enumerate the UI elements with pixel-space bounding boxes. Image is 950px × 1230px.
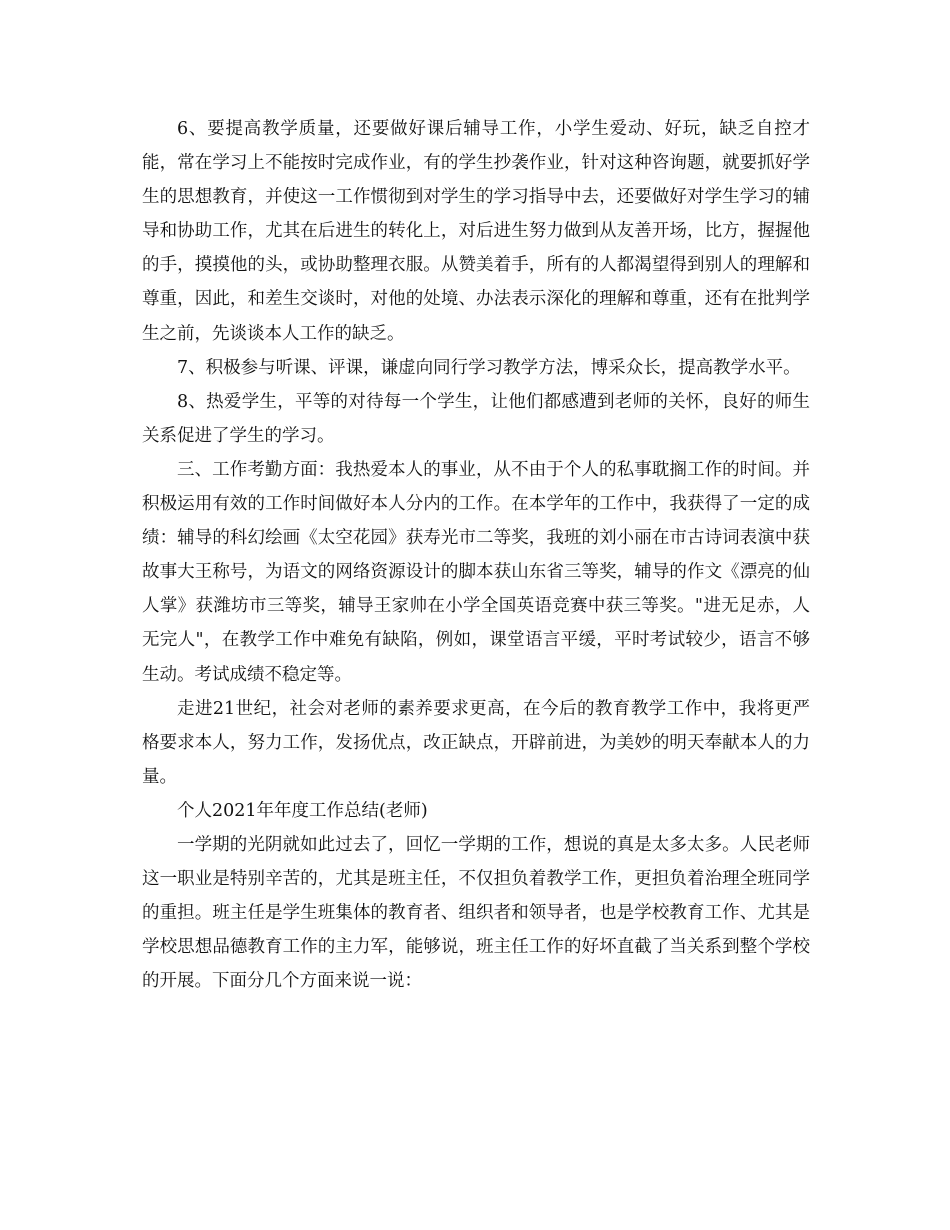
paragraph-item-8: 8、热爱学生，平等的对待每一个学生，让他们都感遭到老师的关怀，良好的师生关系促进了学生的学习。 <box>142 391 810 446</box>
paragraph-item-6: 6、要提高教学质量，还要做好课后辅导工作，小学生爱动、好玩，缺乏自控才能，常在学习上不能按时完成作业，有的学生抄袭作业，针对这种咨询题，就要抓好学生的思想教育，并使这一工作惯彻到对学生的学习指导中去，还要做好对学生学习的辅导和协助工作，尤其在后进生的转化上，对后进生努力做到从友善开场，比方，握握他的手，摸摸他的头，或协助整理衣服。从赞美着手，所有的人都渴望得到别人的理解和尊重，因此，和差生交谈时，对他的处境、办法表示深化的理解和尊重，还有在批判学生之前，先谈谈本人工作的缺乏。 <box>142 119 810 344</box>
paragraph-item-7: 7、积极参与听课、评课，谦虚向同行学习教学方法，博采众长，提高教学水平。 <box>177 357 801 378</box>
section-heading: 个人2021年年度工作总结(老师) <box>177 800 428 821</box>
paragraph-conclusion: 走进21世纪，社会对老师的素养要求更高，在今后的教育教学工作中，我将更严格要求本人，努力工作，发扬优点，改正缺点，开辟前进，为美妙的明天奉献本人的力量。 <box>142 698 810 787</box>
document-body <box>142 112 810 998</box>
paragraph-attendance: 三、工作考勤方面：我热爱本人的事业，从不由于个人的私事耽搁工作的时间。并积极运用有效的工作时间做好本人分内的工作。在本学年的工作中，我获得了一定的成绩：辅导的科幻绘画《太空花园》获寿光市二等奖，我班的刘小丽在市古诗词表演中获故事大王称号，为语文的网络资源设计的脚本获山东省三等奖，辅导的作文《漂亮的仙人掌》获潍坊市三等奖，辅导王家帅在小学全国英语竞赛中获三等奖。"进无足赤，人无完人"，在教学工作中难免有缺陷，例如，课堂语言平缓，平时考试较少，语言不够生动。考试成绩不稳定等。 <box>142 459 810 685</box>
paragraph-summary-intro: 一学期的光阴就如此过去了，回忆一学期的工作，想说的真是太多太多。人民老师这一职业是特别辛苦的，尤其是班主任，不仅担负着教学工作，更担负着治理全班同学的重担。班主任是学生班集体的教育者、组织者和领导者，也是学校教育工作、尤其是学校思想品德教育工作的主力军，能够说，班主任工作的好坏直截了当关系到整个学校的开展。下面分几个方面来说一说： <box>142 834 810 992</box>
